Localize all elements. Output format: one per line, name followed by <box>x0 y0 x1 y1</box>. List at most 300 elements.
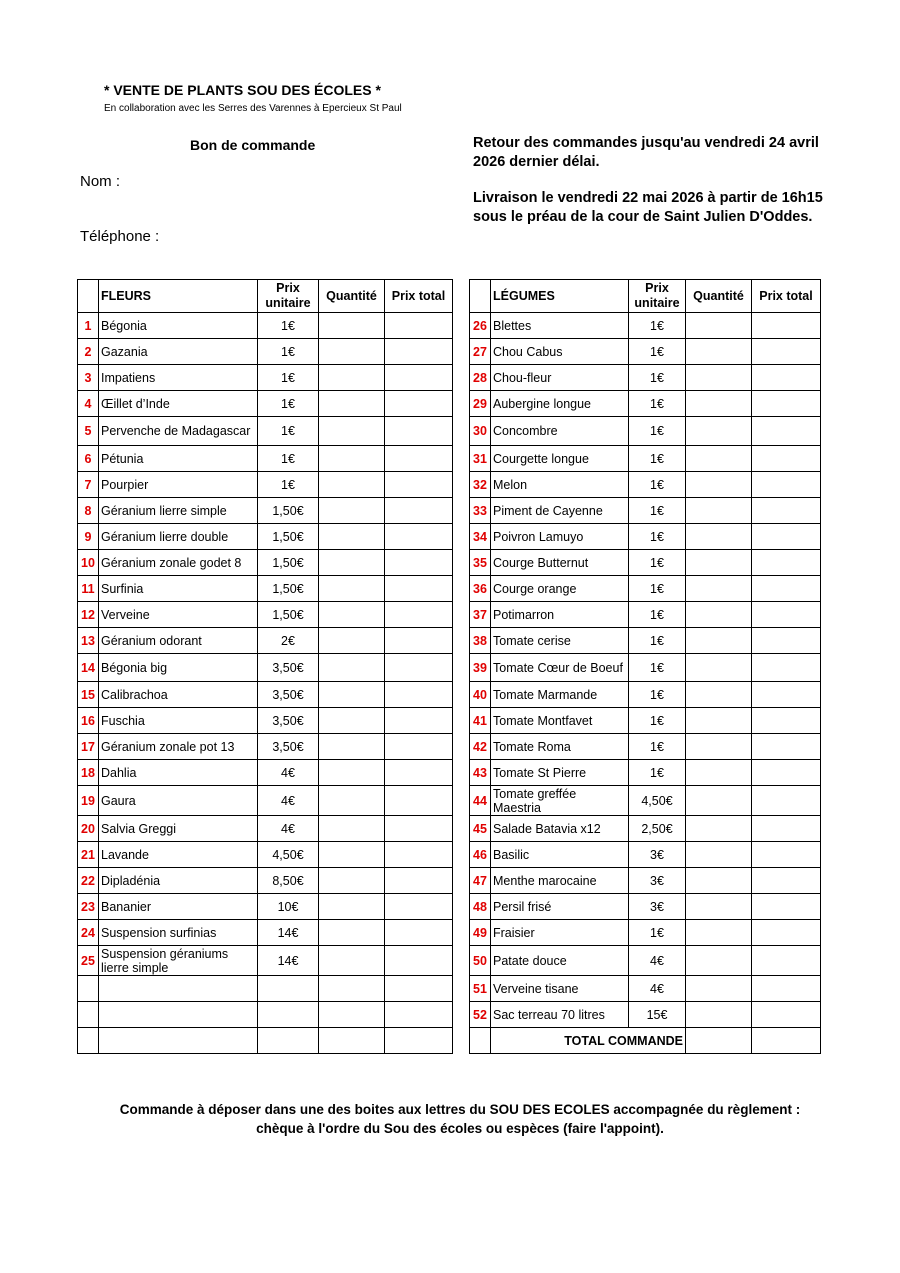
item-unit-price: 1,50€ <box>258 498 319 524</box>
item-quantity-cell[interactable] <box>319 524 385 550</box>
vegetables-column-header: LÉGUMES <box>491 280 629 313</box>
item-quantity-cell[interactable] <box>319 682 385 708</box>
item-number: 11 <box>78 576 99 602</box>
vegetable-row <box>470 313 821 339</box>
item-quantity-cell[interactable] <box>319 920 385 946</box>
item-number: 35 <box>470 550 491 576</box>
item-name: Courgette longue <box>491 446 629 472</box>
empty-cell[interactable] <box>385 1028 453 1054</box>
vegetable-row <box>470 760 821 786</box>
item-number: 47 <box>470 868 491 894</box>
item-total-cell[interactable] <box>752 868 821 894</box>
flower-row <box>78 417 453 446</box>
item-unit-price: 8,50€ <box>258 868 319 894</box>
item-name: Surfinia <box>99 576 258 602</box>
item-total-cell[interactable] <box>385 313 453 339</box>
vegetable-row <box>470 682 821 708</box>
empty-cell[interactable] <box>319 1002 385 1028</box>
total-num-cell <box>470 1028 491 1054</box>
item-number: 21 <box>78 842 99 868</box>
vegetable-row <box>470 708 821 734</box>
item-number: 7 <box>78 472 99 498</box>
item-quantity-cell[interactable] <box>686 682 752 708</box>
item-number: 17 <box>78 734 99 760</box>
item-number: 26 <box>470 313 491 339</box>
item-number: 49 <box>470 920 491 946</box>
vegetables-header-row <box>470 280 821 313</box>
item-total-cell[interactable] <box>752 1002 821 1028</box>
empty-cell <box>78 976 99 1002</box>
return-deadline-text: Retour des commandes jusqu'au vendredi 24 avril 2026 dernier délai. <box>473 135 819 170</box>
vegetable-row <box>470 498 821 524</box>
item-quantity-cell[interactable] <box>319 946 385 976</box>
item-total-cell[interactable] <box>752 920 821 946</box>
item-total-cell[interactable] <box>752 576 821 602</box>
item-name: Fraisier <box>491 920 629 946</box>
item-total-cell[interactable] <box>385 842 453 868</box>
empty-cell <box>78 1002 99 1028</box>
item-unit-price: 3,50€ <box>258 654 319 682</box>
item-unit-price: 4€ <box>258 816 319 842</box>
item-quantity-cell[interactable] <box>686 524 752 550</box>
vegetable-row <box>470 976 821 1002</box>
item-name: Verveine <box>99 602 258 628</box>
item-total-cell[interactable] <box>385 816 453 842</box>
flower-row <box>78 313 453 339</box>
item-quantity-cell[interactable] <box>686 1002 752 1028</box>
item-unit-price: 1€ <box>629 524 686 550</box>
quantity-column-header: Quantité <box>319 280 385 313</box>
item-name: Tomate Marmande <box>491 682 629 708</box>
flowers-column-header: FLEURS <box>99 280 258 313</box>
item-name: Géranium lierre simple <box>99 498 258 524</box>
item-total-cell[interactable] <box>385 654 453 682</box>
item-total-cell[interactable] <box>752 816 821 842</box>
item-unit-price: 10€ <box>258 894 319 920</box>
item-name: Pervenche de Madagascar <box>99 417 258 446</box>
item-total-cell[interactable] <box>752 786 821 816</box>
item-quantity-cell[interactable] <box>319 391 385 417</box>
item-number: 28 <box>470 365 491 391</box>
item-quantity-cell[interactable] <box>319 339 385 365</box>
item-total-cell[interactable] <box>752 628 821 654</box>
item-unit-price: 1€ <box>629 446 686 472</box>
item-total-cell[interactable] <box>385 602 453 628</box>
header-num-cell <box>470 280 491 313</box>
item-unit-price: 1€ <box>258 417 319 446</box>
item-number: 23 <box>78 894 99 920</box>
flower-row <box>78 550 453 576</box>
item-total-cell[interactable] <box>385 786 453 816</box>
item-number: 52 <box>470 1002 491 1028</box>
item-total-cell[interactable] <box>385 417 453 446</box>
flower-row <box>78 842 453 868</box>
item-unit-price: 1€ <box>629 472 686 498</box>
item-number: 10 <box>78 550 99 576</box>
item-unit-price: 1€ <box>258 339 319 365</box>
empty-cell[interactable] <box>319 976 385 1002</box>
item-unit-price: 3€ <box>629 868 686 894</box>
empty-row <box>78 1002 453 1028</box>
item-name: Bananier <box>99 894 258 920</box>
item-quantity-cell[interactable] <box>686 734 752 760</box>
item-number: 9 <box>78 524 99 550</box>
item-name: Patate douce <box>491 946 629 976</box>
item-name: Suspension surfinias <box>99 920 258 946</box>
flower-row <box>78 628 453 654</box>
item-quantity-cell[interactable] <box>686 498 752 524</box>
item-number: 8 <box>78 498 99 524</box>
item-total-cell[interactable] <box>752 524 821 550</box>
item-quantity-cell[interactable] <box>319 313 385 339</box>
item-total-cell[interactable] <box>385 524 453 550</box>
item-unit-price: 1€ <box>629 734 686 760</box>
item-quantity-cell[interactable] <box>686 946 752 976</box>
item-unit-price: 1€ <box>629 313 686 339</box>
vegetable-row <box>470 894 821 920</box>
flower-row <box>78 446 453 472</box>
item-number: 34 <box>470 524 491 550</box>
item-total-cell[interactable] <box>752 602 821 628</box>
item-number: 33 <box>470 498 491 524</box>
item-quantity-cell[interactable] <box>319 446 385 472</box>
item-name: Suspension géraniums lierre simple <box>99 946 258 976</box>
item-number: 3 <box>78 365 99 391</box>
item-name: Fuschia <box>99 708 258 734</box>
vegetable-row <box>470 734 821 760</box>
item-quantity-cell[interactable] <box>686 576 752 602</box>
vegetable-row <box>470 446 821 472</box>
item-name: Menthe marocaine <box>491 868 629 894</box>
item-unit-price: 1€ <box>629 365 686 391</box>
item-number: 40 <box>470 682 491 708</box>
item-name: Dahlia <box>99 760 258 786</box>
item-name: Courge orange <box>491 576 629 602</box>
item-unit-price: 4€ <box>629 946 686 976</box>
item-number: 41 <box>470 708 491 734</box>
vegetable-row <box>470 946 821 976</box>
unit-price-column-header: Prix unitaire <box>629 280 686 313</box>
flower-row <box>78 682 453 708</box>
vegetable-row <box>470 1002 821 1028</box>
item-quantity-cell[interactable] <box>319 417 385 446</box>
item-unit-price: 1€ <box>258 391 319 417</box>
item-name: Salvia Greggi <box>99 816 258 842</box>
item-number: 48 <box>470 894 491 920</box>
item-name: Sac terreau 70 litres <box>491 1002 629 1028</box>
page-title: * VENTE DE PLANTS SOU DES ÉCOLES * <box>104 82 381 98</box>
item-total-cell[interactable] <box>752 894 821 920</box>
item-quantity-cell[interactable] <box>686 417 752 446</box>
empty-cell[interactable] <box>319 1028 385 1054</box>
item-unit-price: 1€ <box>258 446 319 472</box>
empty-cell <box>99 1002 258 1028</box>
flowers-table <box>77 279 453 1054</box>
item-total-cell[interactable] <box>385 339 453 365</box>
name-label: Nom : <box>80 173 121 190</box>
item-total-cell[interactable] <box>752 842 821 868</box>
item-number: 24 <box>78 920 99 946</box>
item-unit-price: 3€ <box>629 894 686 920</box>
item-name: Gazania <box>99 339 258 365</box>
item-total-cell[interactable] <box>385 682 453 708</box>
item-name: Bégonia <box>99 313 258 339</box>
vegetable-row <box>470 472 821 498</box>
item-total-cell[interactable] <box>752 313 821 339</box>
item-unit-price: 3,50€ <box>258 708 319 734</box>
item-quantity-cell[interactable] <box>686 868 752 894</box>
item-number: 39 <box>470 654 491 682</box>
item-unit-price: 1€ <box>258 313 319 339</box>
item-number: 44 <box>470 786 491 816</box>
item-quantity-cell[interactable] <box>686 313 752 339</box>
vegetable-row <box>470 524 821 550</box>
item-total-cell[interactable] <box>752 391 821 417</box>
flower-row <box>78 894 453 920</box>
item-number: 14 <box>78 654 99 682</box>
flower-row <box>78 786 453 816</box>
item-quantity-cell[interactable] <box>686 654 752 682</box>
flower-row <box>78 946 453 976</box>
item-name: Poivron Lamuyo <box>491 524 629 550</box>
item-unit-price: 1€ <box>629 682 686 708</box>
item-quantity-cell[interactable] <box>319 786 385 816</box>
vegetable-row <box>470 654 821 682</box>
item-total-cell[interactable] <box>752 446 821 472</box>
item-quantity-cell[interactable] <box>319 602 385 628</box>
item-number: 27 <box>470 339 491 365</box>
item-total-cell[interactable] <box>752 417 821 446</box>
footer-instructions: Commande à déposer dans une des boites aux lettres du SOU DES ECOLES accompagnée du règlement : chèque à l'ordre du Sou des écoles ou espèces (faire l'appoint). <box>119 1102 801 1136</box>
item-total-cell[interactable] <box>752 339 821 365</box>
item-unit-price: 1€ <box>258 472 319 498</box>
vegetable-row <box>470 417 821 446</box>
item-total-cell[interactable] <box>385 576 453 602</box>
item-quantity-cell[interactable] <box>319 868 385 894</box>
item-total-cell[interactable] <box>752 365 821 391</box>
order-form-heading: Bon de commande <box>190 137 316 153</box>
total-amount-cell[interactable] <box>752 1028 821 1054</box>
item-name: Salade Batavia x12 <box>491 816 629 842</box>
vegetables-table <box>469 279 821 1054</box>
item-total-cell[interactable] <box>385 550 453 576</box>
item-unit-price: 1€ <box>629 550 686 576</box>
item-name: Tomate greffée Maestria <box>491 786 629 816</box>
item-name: Melon <box>491 472 629 498</box>
item-total-cell[interactable] <box>385 894 453 920</box>
item-total-cell[interactable] <box>752 976 821 1002</box>
item-quantity-cell[interactable] <box>686 550 752 576</box>
item-total-cell[interactable] <box>752 734 821 760</box>
item-total-cell[interactable] <box>385 472 453 498</box>
item-name: Gaura <box>99 786 258 816</box>
item-name: Tomate cerise <box>491 628 629 654</box>
item-quantity-cell[interactable] <box>319 654 385 682</box>
item-total-cell[interactable] <box>385 391 453 417</box>
empty-row <box>78 1028 453 1054</box>
item-quantity-cell[interactable] <box>319 842 385 868</box>
item-quantity-cell[interactable] <box>319 816 385 842</box>
phone-label: Téléphone : <box>80 228 160 245</box>
vegetable-row <box>470 920 821 946</box>
item-name: Pourpier <box>99 472 258 498</box>
item-quantity-cell[interactable] <box>319 734 385 760</box>
item-name: Tomate Montfavet <box>491 708 629 734</box>
item-quantity-cell[interactable] <box>686 602 752 628</box>
item-number: 42 <box>470 734 491 760</box>
item-quantity-cell[interactable] <box>319 708 385 734</box>
vegetable-row <box>470 816 821 842</box>
flower-row <box>78 576 453 602</box>
item-quantity-cell[interactable] <box>686 976 752 1002</box>
item-number: 30 <box>470 417 491 446</box>
item-total-cell[interactable] <box>752 682 821 708</box>
item-total-cell[interactable] <box>752 472 821 498</box>
item-quantity-cell[interactable] <box>686 339 752 365</box>
item-unit-price: 1€ <box>629 498 686 524</box>
item-name: Piment de Cayenne <box>491 498 629 524</box>
item-quantity-cell[interactable] <box>686 365 752 391</box>
item-total-cell[interactable] <box>752 550 821 576</box>
item-number: 2 <box>78 339 99 365</box>
item-name: Courge Butternut <box>491 550 629 576</box>
item-unit-price: 1€ <box>629 339 686 365</box>
flower-row <box>78 654 453 682</box>
vegetable-row <box>470 391 821 417</box>
empty-cell <box>78 1028 99 1054</box>
total-quantity-cell[interactable] <box>686 1028 752 1054</box>
item-unit-price: 4€ <box>258 786 319 816</box>
item-total-cell[interactable] <box>752 498 821 524</box>
item-number: 13 <box>78 628 99 654</box>
item-name: Chou-fleur <box>491 365 629 391</box>
item-name: Géranium zonale godet 8 <box>99 550 258 576</box>
item-total-cell[interactable] <box>385 920 453 946</box>
item-quantity-cell[interactable] <box>686 760 752 786</box>
item-number: 6 <box>78 446 99 472</box>
item-quantity-cell[interactable] <box>319 894 385 920</box>
item-number: 15 <box>78 682 99 708</box>
item-quantity-cell[interactable] <box>686 472 752 498</box>
item-number: 31 <box>470 446 491 472</box>
item-quantity-cell[interactable] <box>319 550 385 576</box>
item-unit-price: 15€ <box>629 1002 686 1028</box>
item-unit-price: 1€ <box>629 602 686 628</box>
item-number: 46 <box>470 842 491 868</box>
item-number: 36 <box>470 576 491 602</box>
item-quantity-cell[interactable] <box>686 816 752 842</box>
item-number: 1 <box>78 313 99 339</box>
item-total-cell[interactable] <box>385 868 453 894</box>
item-quantity-cell[interactable] <box>319 498 385 524</box>
empty-cell <box>99 1028 258 1054</box>
item-total-cell[interactable] <box>385 446 453 472</box>
item-number: 32 <box>470 472 491 498</box>
item-total-cell[interactable] <box>385 708 453 734</box>
item-quantity-cell[interactable] <box>319 628 385 654</box>
item-unit-price: 1€ <box>629 760 686 786</box>
item-quantity-cell[interactable] <box>319 472 385 498</box>
empty-row <box>78 976 453 1002</box>
item-quantity-cell[interactable] <box>686 628 752 654</box>
item-name: Potimarron <box>491 602 629 628</box>
item-name: Géranium zonale pot 13 <box>99 734 258 760</box>
item-total-cell[interactable] <box>385 760 453 786</box>
flower-row <box>78 920 453 946</box>
empty-cell[interactable] <box>385 1002 453 1028</box>
item-quantity-cell[interactable] <box>686 786 752 816</box>
flower-row <box>78 816 453 842</box>
item-total-cell[interactable] <box>752 708 821 734</box>
item-name: Géranium odorant <box>99 628 258 654</box>
item-unit-price: 4€ <box>258 760 319 786</box>
flower-row <box>78 524 453 550</box>
item-unit-price: 1,50€ <box>258 576 319 602</box>
item-total-cell[interactable] <box>385 734 453 760</box>
item-number: 37 <box>470 602 491 628</box>
item-unit-price: 3,50€ <box>258 682 319 708</box>
item-number: 51 <box>470 976 491 1002</box>
item-number: 4 <box>78 391 99 417</box>
item-quantity-cell[interactable] <box>319 760 385 786</box>
flower-row <box>78 365 453 391</box>
vegetable-row <box>470 339 821 365</box>
total-price-column-header: Prix total <box>385 280 453 313</box>
item-total-cell[interactable] <box>752 654 821 682</box>
item-name: Tomate Cœur de Boeuf <box>491 654 629 682</box>
flower-row <box>78 498 453 524</box>
vegetable-row <box>470 842 821 868</box>
item-number: 18 <box>78 760 99 786</box>
quantity-column-header: Quantité <box>686 280 752 313</box>
empty-cell <box>258 1002 319 1028</box>
item-number: 19 <box>78 786 99 816</box>
item-number: 45 <box>470 816 491 842</box>
item-quantity-cell[interactable] <box>686 894 752 920</box>
item-total-cell[interactable] <box>385 498 453 524</box>
item-total-cell[interactable] <box>385 628 453 654</box>
item-quantity-cell[interactable] <box>686 708 752 734</box>
item-name: Pétunia <box>99 446 258 472</box>
item-name: Tomate St Pierre <box>491 760 629 786</box>
item-number: 50 <box>470 946 491 976</box>
item-total-cell[interactable] <box>752 946 821 976</box>
item-quantity-cell[interactable] <box>686 446 752 472</box>
item-name: Concombre <box>491 417 629 446</box>
item-quantity-cell[interactable] <box>686 842 752 868</box>
item-name: Persil frisé <box>491 894 629 920</box>
item-unit-price: 4€ <box>629 976 686 1002</box>
item-total-cell[interactable] <box>752 760 821 786</box>
item-name: Verveine tisane <box>491 976 629 1002</box>
item-total-cell[interactable] <box>385 946 453 976</box>
item-quantity-cell[interactable] <box>686 920 752 946</box>
item-total-cell[interactable] <box>385 365 453 391</box>
item-unit-price: 1€ <box>629 920 686 946</box>
flower-row <box>78 602 453 628</box>
item-quantity-cell[interactable] <box>319 576 385 602</box>
item-quantity-cell[interactable] <box>686 391 752 417</box>
page-subtitle: En collaboration avec les Serres des Varennes à Epercieux St Paul <box>104 103 402 114</box>
item-name: Blettes <box>491 313 629 339</box>
vegetable-row <box>470 365 821 391</box>
item-unit-price: 14€ <box>258 946 319 976</box>
item-unit-price: 1€ <box>258 365 319 391</box>
item-quantity-cell[interactable] <box>319 365 385 391</box>
empty-cell[interactable] <box>385 976 453 1002</box>
item-unit-price: 1€ <box>629 654 686 682</box>
item-unit-price: 1,50€ <box>258 524 319 550</box>
